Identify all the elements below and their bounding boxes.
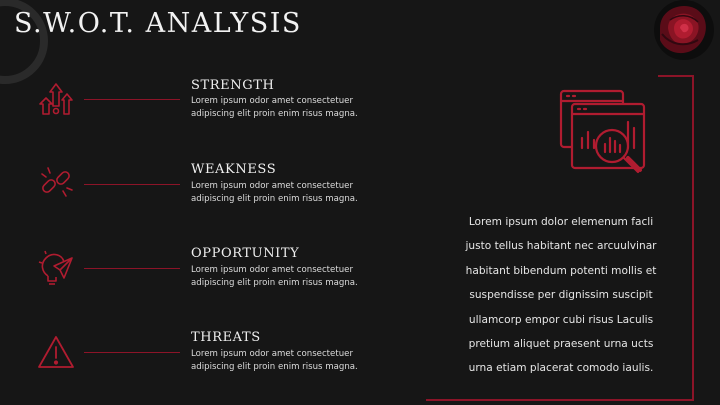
opportunity-heading: OPPORTUNITY bbox=[191, 246, 300, 261]
paragraph-line: ullamcorp empor cubi risus Laculis bbox=[468, 313, 654, 326]
opportunity-body-line-1: Lorem ipsum odor amet consectetuer bbox=[191, 265, 353, 275]
paragraph-line: Lorem ipsum dolor elemenum facli bbox=[468, 216, 654, 228]
paragraph-line: suspendisse per dignissim suscipit bbox=[469, 289, 653, 302]
weakness-body-line-1: Lorem ipsum odor amet consectetuer bbox=[191, 181, 353, 191]
data-analysis-icon bbox=[558, 88, 664, 194]
connector-line bbox=[84, 184, 180, 185]
connector-line bbox=[84, 352, 180, 353]
paragraph-line: habitant bibendum potenti mollis et bbox=[465, 264, 657, 277]
paragraph-line: pretium aliquet praesent urna ucts bbox=[468, 338, 654, 351]
threats-body-line-2: adipiscing elit proin enim risus magna. bbox=[191, 362, 358, 372]
paragraph-line: justo tellus habitant nec arcuulvinar bbox=[465, 240, 657, 253]
strength-heading: STRENGTH bbox=[191, 78, 275, 93]
connector-line bbox=[84, 99, 180, 100]
connector-line bbox=[84, 268, 180, 269]
threats-body-line-1: Lorem ipsum odor amet consectetuer bbox=[191, 349, 353, 359]
strength-body bbox=[191, 95, 391, 121]
opportunity-body-line-2: adipiscing elit proin enim risus magna. bbox=[191, 278, 358, 288]
weakness-body-line-2: adipiscing elit proin enim risus magna. bbox=[191, 194, 358, 204]
page-title: S.W.O.T. ANALYSIS bbox=[14, 8, 302, 39]
paragraph-line: urna etiam placerat comodo iaulis. bbox=[468, 362, 654, 375]
strength-body-line-1: Lorem ipsum odor amet consectetuer bbox=[191, 96, 353, 106]
strength-body-line-2: adipiscing elit proin enim risus magna. bbox=[191, 109, 358, 119]
lightbulb-plane-icon bbox=[36, 248, 76, 288]
broken-chain-icon bbox=[36, 162, 76, 202]
warning-triangle-icon bbox=[36, 333, 76, 373]
threats-body bbox=[191, 348, 391, 374]
side-panel-paragraph bbox=[436, 210, 686, 381]
threats-heading: THREATS bbox=[191, 330, 261, 345]
strength-arrows-icon bbox=[36, 78, 76, 118]
rose-icon bbox=[640, 0, 720, 72]
weakness-heading: WEAKNESS bbox=[191, 162, 277, 177]
opportunity-body bbox=[191, 264, 391, 290]
weakness-body bbox=[191, 180, 391, 206]
